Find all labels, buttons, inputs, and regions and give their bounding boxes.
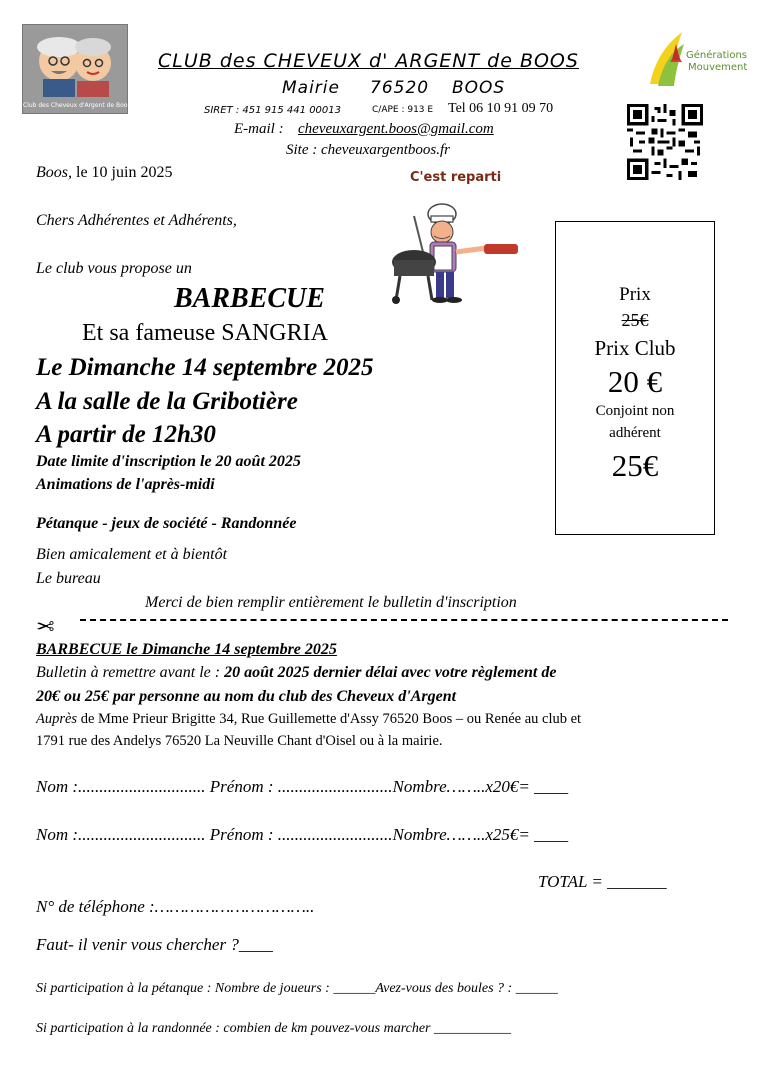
- start-time: A partir de 12h30: [36, 421, 216, 448]
- event-title: BARBECUE: [174, 283, 325, 314]
- closing-line: Bien amicalement et à bientôt: [36, 546, 228, 563]
- letter-place: Boos,: [36, 164, 72, 181]
- postal-code: 76520: [370, 78, 430, 98]
- animations-line: Animations de l'après-midi: [36, 476, 215, 493]
- siret: SIRET : 451 915 441 00013: [204, 105, 342, 116]
- address-line-2: 1791 rue des Andelys 76520 La Neuville Chant d'Oisel ou à la mairie.: [36, 733, 443, 749]
- website: Site : cheveuxargentboos.fr: [286, 142, 450, 158]
- address-line-1: de Mme Prieur Brigitte 34, Rue Guillemette d'Assy 76520 Boos – ou Renée au club et: [77, 711, 582, 727]
- club-price: 20 €: [607, 364, 663, 399]
- scissors-icon: ✂: [36, 612, 55, 637]
- telephone: Tel 06 10 91 09 70: [448, 101, 554, 116]
- spouse-label-1: Conjoint non: [595, 403, 675, 419]
- spouse-label-2: adhérent: [609, 425, 661, 441]
- pickup-field[interactable]: Faut- il venir vous chercher ?____: [36, 935, 273, 954]
- email-label: E-mail :: [234, 121, 284, 137]
- price-label: Prix: [619, 284, 651, 305]
- ape-code: C/APE : 913 E: [372, 105, 434, 115]
- randonnee-field[interactable]: Si participation à la randonnée : combien de km pouvez-vous marcher ___________: [36, 1021, 512, 1036]
- phone-field[interactable]: N° de téléphone :…………………………..: [36, 897, 315, 916]
- slip-heading: BARBECUE le Dimanche 14 septembre 2025: [36, 641, 337, 658]
- greeting: Chers Adhérentes et Adhérents,: [36, 212, 237, 229]
- event-date: Le Dimanche 14 septembre 2025: [36, 354, 374, 381]
- club-logo: [22, 24, 131, 114]
- spouse-price: 25€: [611, 448, 659, 483]
- activities-line: Pétanque - jeux de société - Randonnée: [36, 515, 297, 532]
- intro-text: Le club vous propose un: [36, 260, 192, 277]
- barbecue-chef-illustration: [384, 196, 524, 306]
- c-est-reparti-label: C'est reparti: [410, 170, 502, 185]
- total-field[interactable]: TOTAL = _______: [538, 872, 667, 891]
- email-link[interactable]: cheveuxargent.boos@gmail.com: [298, 121, 494, 137]
- return-deadline: 20 août 2025 dernier délai avec votre règlement de: [220, 664, 557, 681]
- signature-line: Le bureau: [36, 570, 101, 587]
- club-price-label: Prix Club: [594, 336, 676, 360]
- sangria-line: Et sa fameuse SANGRIA: [82, 320, 328, 346]
- return-prefix: Bulletin à remettre avant le :: [36, 664, 221, 681]
- registration-deadline: Date limite d'inscription le 20 août 2025: [36, 453, 301, 470]
- town-name: BOOS: [452, 78, 506, 98]
- mairie-label: Mairie: [282, 78, 340, 98]
- form-row-conjoint[interactable]: Nom :.............................. Prénom : ...........................Nombre……..x25€= ____: [36, 825, 569, 844]
- gm-logo-line1: Générations: [686, 50, 747, 61]
- generations-mouvement-logo: [642, 22, 752, 92]
- petanque-field[interactable]: Si participation à la pétanque : Nombre de joueurs : ______Avez-vous des boules ? : ______: [36, 981, 558, 996]
- gm-logo-line2: Mouvement: [688, 62, 748, 73]
- venue: A la salle de la Gribotière: [36, 388, 298, 415]
- qr-code[interactable]: [627, 104, 703, 180]
- cut-line: [80, 619, 728, 621]
- old-price: 25€: [621, 310, 649, 330]
- letter-date: le 10 juin 2025: [76, 164, 173, 181]
- club-logo-caption: Club des Cheveux d'Argent de Boos: [23, 102, 131, 109]
- fill-notice: Merci de bien remplir entièrement le bulletin d'inscription: [145, 594, 517, 611]
- form-row-adherent[interactable]: Nom :.............................. Prénom : ...........................Nombre……..x20€= ____: [36, 777, 569, 796]
- price-box: [555, 221, 715, 535]
- club-title: CLUB des CHEVEUX d' ARGENT de BOOS: [158, 50, 579, 72]
- payment-line: 20€ ou 25€ par personne au nom du club des Cheveux d'Argent: [36, 688, 457, 705]
- aupres-label: Auprès: [36, 711, 78, 727]
